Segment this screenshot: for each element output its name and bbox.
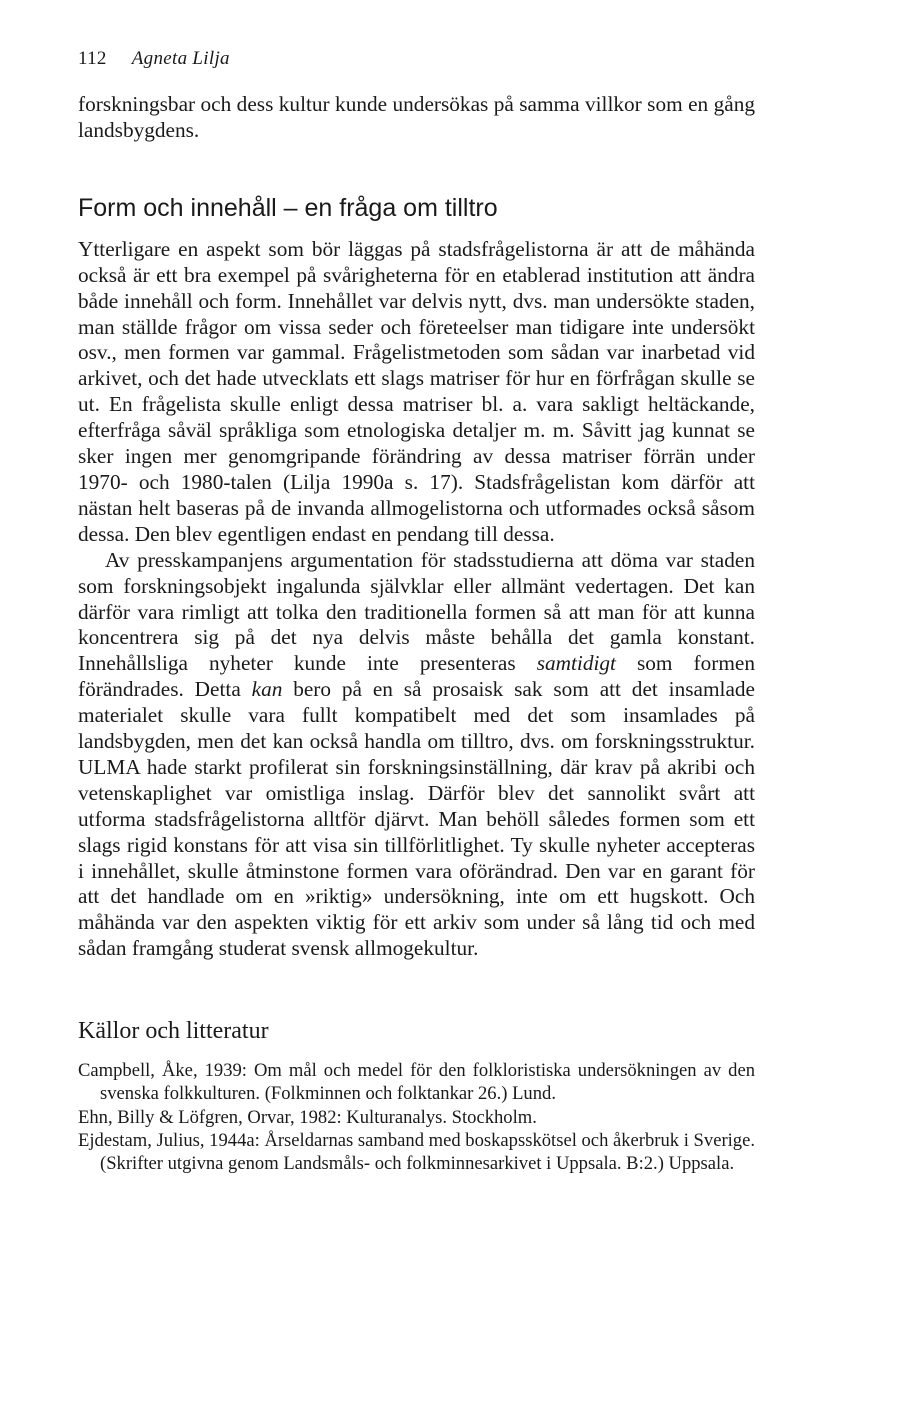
reference-item: Ehn, Billy & Löfgren, Orvar, 1982: Kulturanalys. Stockholm. bbox=[78, 1106, 537, 1128]
reference-list bbox=[78, 1059, 755, 1175]
paragraph-2-emphasis-samtidigt: samtidigt bbox=[536, 651, 616, 676]
paragraph-2-emphasis-kan: kan bbox=[251, 677, 283, 702]
paragraph-2-text-c: bero på en så prosaisk sak som att det insamlade materialet skulle vara fullt kompatibelt med det som insamlades på landsbygden, men det kan också handla om tilltro, dvs. om forskningsstruktur. ULMA hade starkt profilerat sin forskningsinställning, där krav på akribi och vetenskaplighet var omistliga inslag. Därför blev det sannolikt svårt att utforma stadsfrågelistorna alltför djärvt. Man behöll således formen som ett slags rigid konstans för att visa sin tillförlitlighet. Ty skulle nyheter accepteras i innehållet, skulle åtminstone formen vara oförändrad. Den var en garant för att det handlade om en »riktig» undersökning, inte om ett hugskott. Och måhända var den aspekten viktig för ett arkiv som under så lång tid och med sådan framgång studerat svensk allmogekultur. bbox=[78, 677, 755, 961]
running-author: Agneta Lilja bbox=[131, 48, 230, 69]
section-heading: Form och innehåll – en fråga om tilltro bbox=[78, 193, 498, 222]
reference-item: Ejdestam, Julius, 1944a: Årseldarnas samband med boskapsskötsel och åkerbruk i Sverige. (Skrifter utgivna genom Landsmåls- och folkminnesarkivet i Uppsala. B:2.) Uppsala. bbox=[78, 1129, 755, 1174]
references-heading: Källor och litteratur bbox=[78, 1018, 269, 1045]
page-number: 112 bbox=[78, 48, 107, 69]
section-paragraph-1: Ytterligare en aspekt som bör läggas på stadsfrågelistorna är att de måhända också är ett bra exempel på svårigheterna för en etablerad institution att ändra både innehåll och form. Innehållet var delvis nytt, dvs. man undersökte staden, man ställde frågor om vissa seder och företeelser man tidigare inte undersökt osv., men formen var gammal. Frågelistmetoden som sådan var inarbetad vid arkivet, och det hade utvecklats ett slags matriser för hur en förfrågan skulle se ut. En frågelista skulle enligt dessa matriser bl. a. vara sakligt heltäckande, efterfråga såväl språkliga som etnologiska detaljer m. m. Såvitt jag kunnat se sker ingen mer genomgripande förändring av dessa matriser förrän under 1970- och 1980-talen (Lilja 1990a s. 17). Stadsfrågelistan kom därför att nästan helt baseras på de invanda allmogelistorna och utformades också såsom dessa. Den blev egentligen endast en pendang till dessa. bbox=[78, 236, 755, 546]
section-paragraph-2 bbox=[78, 548, 755, 963]
running-header bbox=[78, 48, 230, 70]
reference-item: Campbell, Åke, 1939: Om mål och medel för den folkloristiska undersökningen av den svenska folkkulturen. (Folkminnen och folktankar 26.) Lund. bbox=[78, 1060, 755, 1105]
page-content bbox=[78, 92, 755, 1175]
paragraph-2-text-b: som formen förändrades. Detta bbox=[78, 651, 755, 702]
intro-paragraph: forskningsbar och dess kultur kunde undersökas på samma villkor som en gång landsbygdens. bbox=[78, 92, 755, 142]
paragraph-2-text-a: Av presskampanjens argumentation för stadsstudierna att döma var staden som forskningsobjekt ingalunda självklar eller allmänt vedertagen. Det kan därför vara rimligt att tolka den traditionella formen så att man för att kunna koncentrera sig på det nya delvis måste behålla det gamla konstant. Innehållsliga nyheter kunde inte presenteras bbox=[78, 547, 755, 676]
